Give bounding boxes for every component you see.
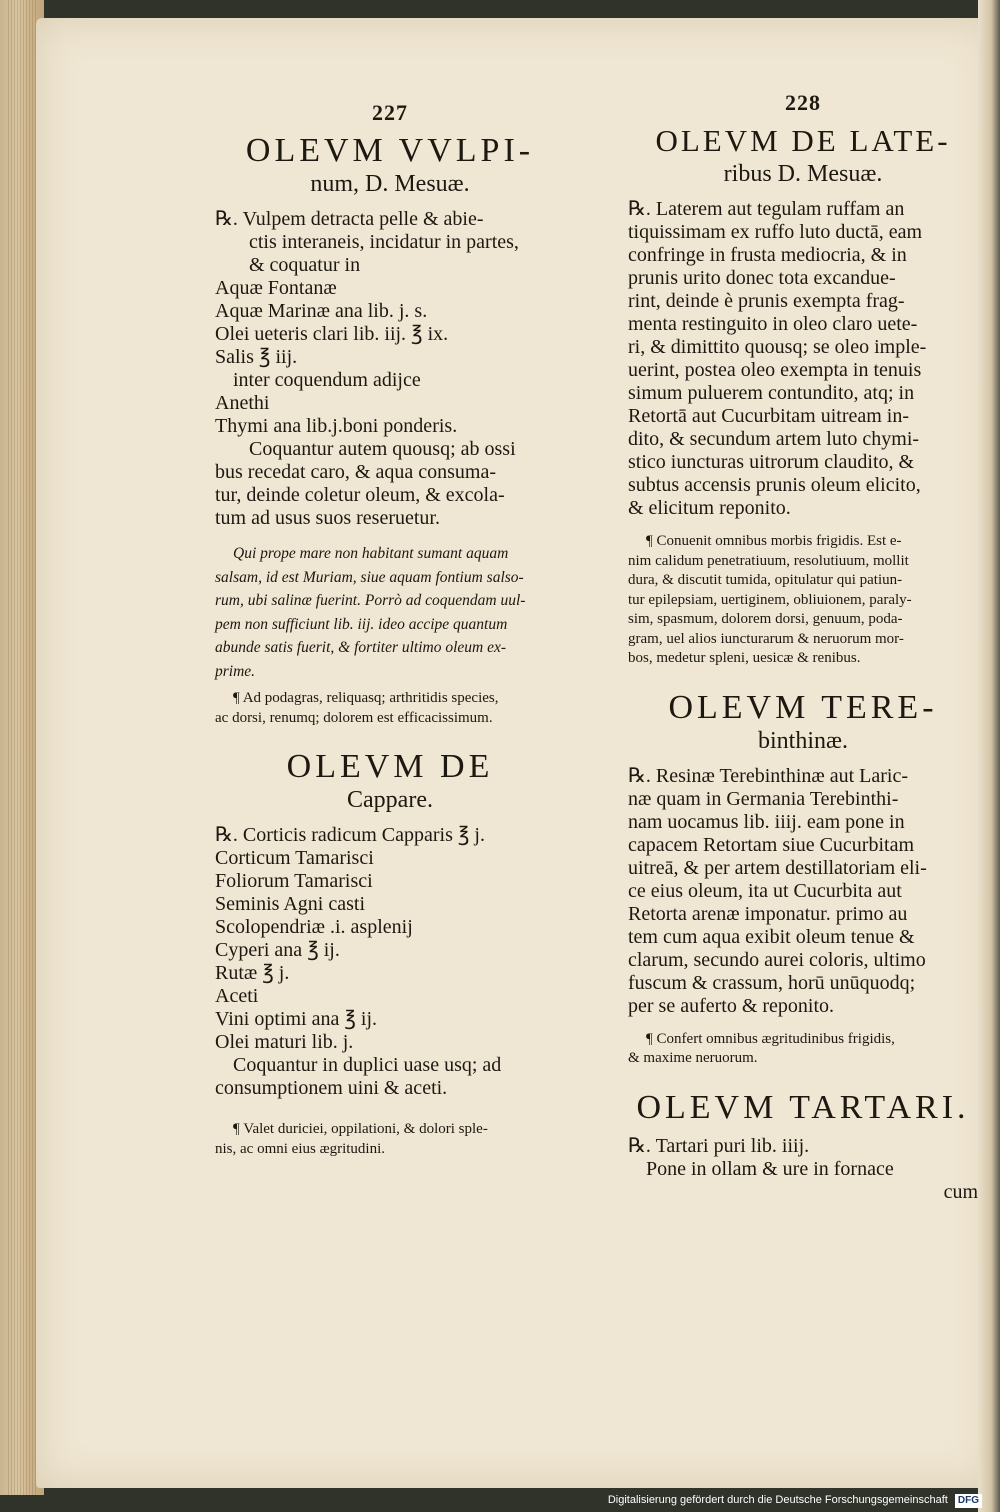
- recipe-line: ℞. Vulpem detracta pelle & abie-: [215, 208, 484, 230]
- recipe-line: Anethi: [215, 392, 270, 414]
- recipe-line: Salis ℥ iij.: [215, 346, 298, 368]
- recipe-line: uitreā, & per artem destillatoriam eli-: [628, 856, 927, 879]
- recipe-line: Foliorum Tamarisci: [215, 870, 373, 892]
- recipe-line: Scolopendriæ .i. asplenij: [215, 916, 413, 938]
- right-edge: [978, 0, 1000, 1512]
- recipe-line: Vini optimi ana ℥ ij.: [215, 1008, 378, 1030]
- recipe-line: næ quam in Germania Terebinthi-: [628, 787, 899, 810]
- recipe-line: subtus accensis prunis oleum elicito,: [628, 474, 921, 496]
- recipe-cappare: [215, 824, 565, 1100]
- credit-text: Digitalisierung gefördert durch die Deutsche Forschungsgemeinschaft: [607, 1494, 948, 1506]
- recipe-line: capacem Retortam siue Cucurbitam: [628, 833, 915, 856]
- recipe-line: nam uocamus lib. iiij. eam pone in: [628, 810, 905, 833]
- usage-note-vulpinum: [215, 689, 565, 728]
- recipe-line: Thymi ana lib.j.boni ponderis.: [215, 415, 458, 437]
- recipe-line: Olei ueteris clari lib. iij. ℥ ix.: [215, 323, 449, 345]
- recipe-line: menta restinguito in oleo claro uete-: [628, 313, 918, 335]
- left-page-text: [215, 100, 565, 1159]
- right-page-text: [628, 90, 978, 1204]
- recipe-line: Retortā aut Cucurbitam uitream in-: [628, 405, 910, 427]
- note-line: ¶ Ad podagras, reliquasq; arthritidis species,: [233, 690, 499, 706]
- recipe-line: per se auferto & reponito.: [628, 994, 835, 1017]
- heading-oleum-de-lateribus: OLEVM DE LATE-: [655, 123, 951, 158]
- recipe-lateribus: [628, 198, 978, 520]
- recipe-line: & elicitum reponito.: [628, 497, 791, 519]
- subheading-cappare: Cappare.: [347, 787, 433, 813]
- recipe-line: ctis interaneis, incidatur in partes,: [249, 231, 519, 253]
- heading-oleum-vulpinum: OLEVM VVLPI-: [245, 132, 535, 169]
- recipe-line: Coquantur in duplici uase usq; ad: [233, 1054, 502, 1076]
- note-line: sim, spasmum, dolorem dorsi, genuum, poda-: [628, 611, 903, 627]
- recipe-line: tum ad usus suos reseruetur.: [215, 507, 440, 529]
- recipe-line: Aceti: [215, 985, 259, 1007]
- recipe-line: consumptionem uini & aceti.: [215, 1077, 448, 1099]
- note-line: ac dorsi, renumq; dolorem est efficacissimum.: [215, 709, 493, 726]
- recipe-line: prunis urito donec tota excandue-: [628, 267, 896, 289]
- note-line: & maxime neruorum.: [628, 1050, 758, 1066]
- italic-line: Qui prope mare non habitant sumant aquam: [233, 545, 509, 562]
- italic-line: abunde satis fuerit, & fortiter ultimo oleum ex-: [215, 639, 507, 656]
- recipe-line: Olei maturi lib. j.: [215, 1031, 354, 1053]
- usage-note-lateribus: [628, 532, 978, 669]
- note-line: gram, uel alios iuncturarum & neruorum mor-: [628, 630, 904, 647]
- recipe-line: Seminis Agni casti: [215, 893, 365, 915]
- recipe-line: stico iuncturas uitrorum claudito, &: [628, 451, 915, 473]
- recipe-line: fuscum & crassum, horū unūquodq;: [628, 971, 916, 994]
- recipe-line: inter coquendum adijce: [233, 369, 421, 391]
- usage-note-cappare: [215, 1120, 565, 1159]
- recipe-vulpinum: [215, 208, 565, 530]
- recipe-line: ℞. Laterem aut tegulam ruffam an: [628, 198, 905, 220]
- recipe-line: Cyperi ana ℥ ij.: [215, 939, 340, 961]
- recipe-line: ℞. Tartari puri lib. iiij.: [628, 1134, 810, 1157]
- note-line: tur epilepsiam, uertiginem, obliuionem, paraly-: [628, 591, 912, 608]
- recipe-line: tiquissimam ex ruffo luto ductā, eam: [628, 221, 923, 243]
- note-line: ¶ Confert omnibus ægritudinibus frigidis,: [646, 1030, 895, 1047]
- recipe-line: ce eius oleum, ita ut Cucurbita aut: [628, 879, 902, 902]
- recipe-line: simum puluerem contundito, atq; in: [628, 382, 915, 404]
- note-line: nis, ac omni eius ægritudini.: [215, 1140, 385, 1157]
- note-line: ¶ Valet duriciei, oppilationi, & dolori sple-: [233, 1121, 488, 1137]
- heading-oleum-terebinthinae: OLEVM TERE-: [668, 688, 938, 726]
- recipe-line: bus recedat caro, & aqua consuma-: [215, 461, 496, 483]
- recipe-line: uerint, postea oleo exempta in tenuis: [628, 359, 922, 381]
- catchword: cum: [943, 1180, 978, 1203]
- recipe-line: & coquatur in: [249, 254, 361, 276]
- note-line: dura, & discutit tumida, opitulatur qui patiun-: [628, 572, 903, 588]
- recipe-line: rint, deinde è prunis exempta frag-: [628, 290, 905, 312]
- recipe-line: Coquantur autem quousq; ab ossi: [249, 438, 516, 460]
- recipe-line: ri, & dimittito quousq; se oleo imple-: [628, 336, 927, 358]
- subheading-terebinthinae: binthinæ.: [757, 727, 848, 754]
- recipe-line: Pone in ollam & ure in fornace: [646, 1157, 894, 1180]
- recipe-tartari: [628, 1135, 978, 1204]
- recipe-line: clarum, secundo aurei coloris, ultimo: [628, 948, 926, 971]
- recipe-line: ℞. Resinæ Terebinthinæ aut Laric-: [628, 764, 908, 787]
- usage-note-terebinthinae: [628, 1030, 978, 1069]
- digitization-credit: [542, 1490, 982, 1510]
- recipe-line: Aquæ Marinæ ana lib. j. s.: [215, 300, 428, 322]
- note-line: bos, medetur spleni, uesicæ & renibus.: [628, 650, 861, 666]
- recipe-line: Aquæ Fontanæ: [215, 277, 337, 299]
- italic-commentary: [215, 542, 565, 683]
- note-line: nim calidum penetratiuum, resolutiuum, mollit: [628, 552, 909, 569]
- recipe-line: tur, deinde coletur oleum, & excola-: [215, 484, 505, 506]
- subheading-vulpinum: num, D. Mesuæ.: [310, 171, 470, 197]
- recipe-line: dito, & secundum artem luto chymi-: [628, 428, 920, 450]
- recipe-line: ℞. Corticis radicum Capparis ℥ j.: [215, 824, 485, 846]
- page-number-right: 228: [785, 90, 821, 115]
- recipe-line: Retorta arenæ imponatur. primo au: [628, 902, 908, 925]
- recipe-line: confringe in frusta mediocria, & in: [628, 244, 907, 266]
- italic-line: rum, ubi salinæ fuerint. Porrò ad coquendam uul-: [215, 592, 526, 609]
- subheading-lateribus: ribus D. Mesuæ.: [723, 161, 883, 187]
- italic-line: pem non sufficiunt lib. iij. ideo accipe quantum: [215, 615, 508, 633]
- note-line: ¶ Conuenit omnibus morbis frigidis. Est e-: [646, 533, 902, 549]
- italic-line: prime.: [215, 662, 256, 680]
- recipe-line: tem cum aqua exibit oleum tenue &: [628, 925, 915, 948]
- recipe-line: Rutæ ℥ j.: [215, 962, 290, 984]
- dfg-logo: DFG: [955, 1494, 982, 1508]
- heading-oleum-tartari: OLEVM TARTARI.: [636, 1088, 970, 1126]
- page-number-left: 227: [372, 100, 408, 125]
- heading-oleum-de-cappare: OLEVM DE: [286, 748, 494, 785]
- recipe-line: Corticum Tamarisci: [215, 847, 374, 869]
- recipe-terebinthinae: [628, 765, 978, 1018]
- italic-line: salsam, id est Muriam, siue aquam fontium salso-: [215, 568, 524, 586]
